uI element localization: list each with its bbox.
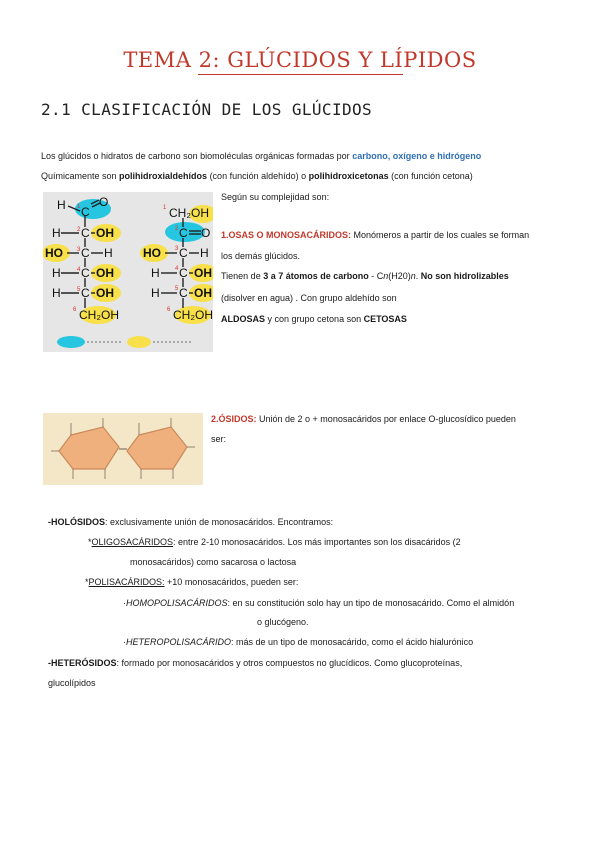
aldose-atom: H bbox=[57, 198, 66, 212]
intro-elements: carbono, oxígeno e hidrógeno bbox=[352, 151, 482, 161]
osas-text: Monómeros a partir de los cuales se forman bbox=[351, 230, 530, 240]
oligo-line-2: monosacáridos) como sacarosa o lactosa bbox=[130, 557, 297, 567]
osas-text: y con grupo cetona son bbox=[265, 314, 364, 324]
holosidos-line bbox=[48, 516, 333, 528]
ketose-atom: O bbox=[201, 226, 211, 240]
ketose-atom: H bbox=[151, 286, 160, 300]
osas-line-5 bbox=[221, 313, 407, 325]
osas-term: 3 a 7 átomos de carbono bbox=[263, 271, 369, 281]
aldose-atom: HO bbox=[45, 246, 63, 260]
legend-yellow-swatch bbox=[127, 336, 151, 348]
osas-term: ALDOSAS bbox=[221, 314, 266, 324]
osas-formula-n: n bbox=[383, 271, 389, 281]
svg-text:2: 2 bbox=[175, 226, 179, 232]
section-heading: 2.1 CLASIFICACIÓN DE LOS GLÚCIDOS bbox=[41, 100, 373, 119]
aldose-atom: C bbox=[81, 286, 90, 300]
ketose-atom: OH bbox=[194, 286, 212, 300]
svg-text:6: 6 bbox=[73, 307, 77, 313]
aldose-atom: CH₂OH bbox=[79, 308, 119, 322]
bullet: * bbox=[88, 537, 92, 547]
homo-line-2: o glucógeno. bbox=[257, 617, 309, 627]
osas-text: Tienen de bbox=[221, 271, 264, 281]
svg-text:5: 5 bbox=[77, 287, 81, 293]
osas-line-3 bbox=[221, 270, 509, 282]
osas-text: - C bbox=[368, 271, 384, 281]
aldose-atom: C bbox=[81, 226, 90, 240]
intro-text: (con función aldehído) o bbox=[207, 171, 309, 181]
ketose-atom: H bbox=[200, 246, 209, 260]
aldose-atom: O bbox=[99, 195, 109, 209]
ketose-atom: CH₂OH bbox=[173, 308, 213, 322]
osas-term: CETOSAS bbox=[363, 314, 407, 324]
intro-line-1 bbox=[41, 150, 481, 162]
svg-text:5: 5 bbox=[175, 286, 179, 292]
svg-text:2: 2 bbox=[77, 227, 81, 233]
oligo-line-1 bbox=[88, 536, 461, 548]
svg-text:1: 1 bbox=[163, 205, 167, 211]
intro-term: polihidroxicetonas bbox=[308, 171, 389, 181]
osas-line-4: (disolver en agua) . Con grupo aldehído son bbox=[221, 293, 397, 303]
ketose-atom: HO bbox=[143, 246, 161, 260]
disaccharide-diagram bbox=[43, 413, 203, 485]
ketose-atom: C bbox=[179, 226, 188, 240]
aldose-atom: H bbox=[52, 286, 61, 300]
disaccharide-figure bbox=[43, 413, 203, 485]
legend-cyan-swatch bbox=[57, 336, 85, 348]
title-underline bbox=[198, 74, 403, 75]
page-title: TEMA 2: GLÚCIDOS Y LÍPIDOS bbox=[123, 48, 477, 72]
aldose-atom: C bbox=[81, 205, 90, 219]
aldose-atom: OH bbox=[96, 266, 114, 280]
bullet: * bbox=[85, 577, 89, 587]
osidos-line-1 bbox=[211, 413, 516, 425]
svg-text:4: 4 bbox=[175, 266, 179, 272]
intro-term: polihidroxialdehídos bbox=[119, 171, 208, 181]
heterosidos-text: : formado por monosacáridos y otros compuestos no glucídicos. Como glucoproteínas, bbox=[116, 658, 463, 668]
svg-text:4: 4 bbox=[77, 267, 81, 273]
aldose-atom: H bbox=[52, 226, 61, 240]
intro-text: Los glúcidos o hidratos de carbono son biomoléculas orgánicas formadas por bbox=[41, 151, 353, 161]
osas-line-2: los demás glúcidos. bbox=[221, 251, 301, 261]
hetero-text: : más de un tipo de monosacárido, como el ácido hialurónico bbox=[231, 637, 474, 647]
svg-text:6: 6 bbox=[167, 307, 171, 313]
oligo-heading: OLIGOSACÁRIDOS bbox=[91, 537, 174, 547]
aldose-atom: C bbox=[81, 266, 90, 280]
aldose-atom: OH bbox=[96, 286, 114, 300]
homo-line-1 bbox=[123, 597, 514, 609]
osas-term: No son hidrolizables bbox=[420, 271, 509, 281]
monosaccharide-figure bbox=[43, 192, 213, 352]
homo-heading: HOMOPOLISACÁRIDOS bbox=[126, 598, 228, 608]
monosaccharide-diagram bbox=[43, 192, 213, 352]
osas-line-1 bbox=[221, 229, 529, 241]
poli-line bbox=[85, 576, 298, 588]
aldose-atom: OH bbox=[96, 226, 114, 240]
osidos-line-2: ser: bbox=[211, 434, 227, 444]
svg-text:1: 1 bbox=[77, 204, 81, 210]
bullet: · bbox=[123, 637, 126, 647]
ketose-atom: C bbox=[179, 246, 188, 260]
hetero-line bbox=[123, 636, 473, 648]
osas-formula-n: n bbox=[410, 271, 416, 281]
heterosidos-heading: -HETERÓSIDOS bbox=[48, 658, 117, 668]
ketose-atom: OH bbox=[194, 266, 212, 280]
bullet: · bbox=[123, 598, 126, 608]
heterosidos-line-1 bbox=[48, 657, 462, 669]
intro-text: (con función cetona) bbox=[388, 171, 473, 181]
osas-text: . bbox=[415, 271, 421, 281]
complexity-text: Según su complejidad son: bbox=[221, 192, 330, 202]
osas-heading: 1.OSAS O MONOSACÁRIDOS: bbox=[221, 230, 352, 240]
ketose-atom: H bbox=[151, 266, 160, 280]
holosidos-heading: -HOLÓSIDOS bbox=[48, 517, 106, 527]
homo-text: : en su constitución solo hay un tipo de monosacárido. Como el almidón bbox=[227, 598, 515, 608]
ketose-atom: C bbox=[179, 286, 188, 300]
heterosidos-line-2: glucolípidos bbox=[48, 678, 96, 688]
aldose-atom: C bbox=[81, 246, 90, 260]
intro-line-2 bbox=[41, 170, 473, 182]
intro-text: Químicamente son bbox=[41, 171, 120, 181]
aldose-atom: H bbox=[104, 246, 113, 260]
ketose-atom: C bbox=[179, 266, 188, 280]
oligo-text: : entre 2-10 monosacáridos. Los más importantes son los disacáridos (2 bbox=[173, 537, 461, 547]
holosidos-text: : exclusivamente unión de monosacáridos. Encontramos: bbox=[105, 517, 334, 527]
poli-heading: POLISACÁRIDOS: bbox=[88, 577, 165, 587]
poli-text: +10 monosacáridos, pueden ser: bbox=[164, 577, 299, 587]
osidos-text: Unión de 2 o + monosacáridos por enlace O-glucosídico pueden bbox=[256, 414, 516, 424]
ketose-atom: CH₂OH bbox=[169, 206, 209, 220]
svg-text:3: 3 bbox=[77, 247, 81, 253]
osas-formula: (H20) bbox=[388, 271, 411, 281]
hetero-heading: HETEROPOLISACÁRIDO bbox=[126, 637, 232, 647]
osidos-heading: 2.ÓSIDOS: bbox=[211, 414, 257, 424]
svg-text:3: 3 bbox=[175, 246, 179, 252]
aldose-atom: H bbox=[52, 266, 61, 280]
